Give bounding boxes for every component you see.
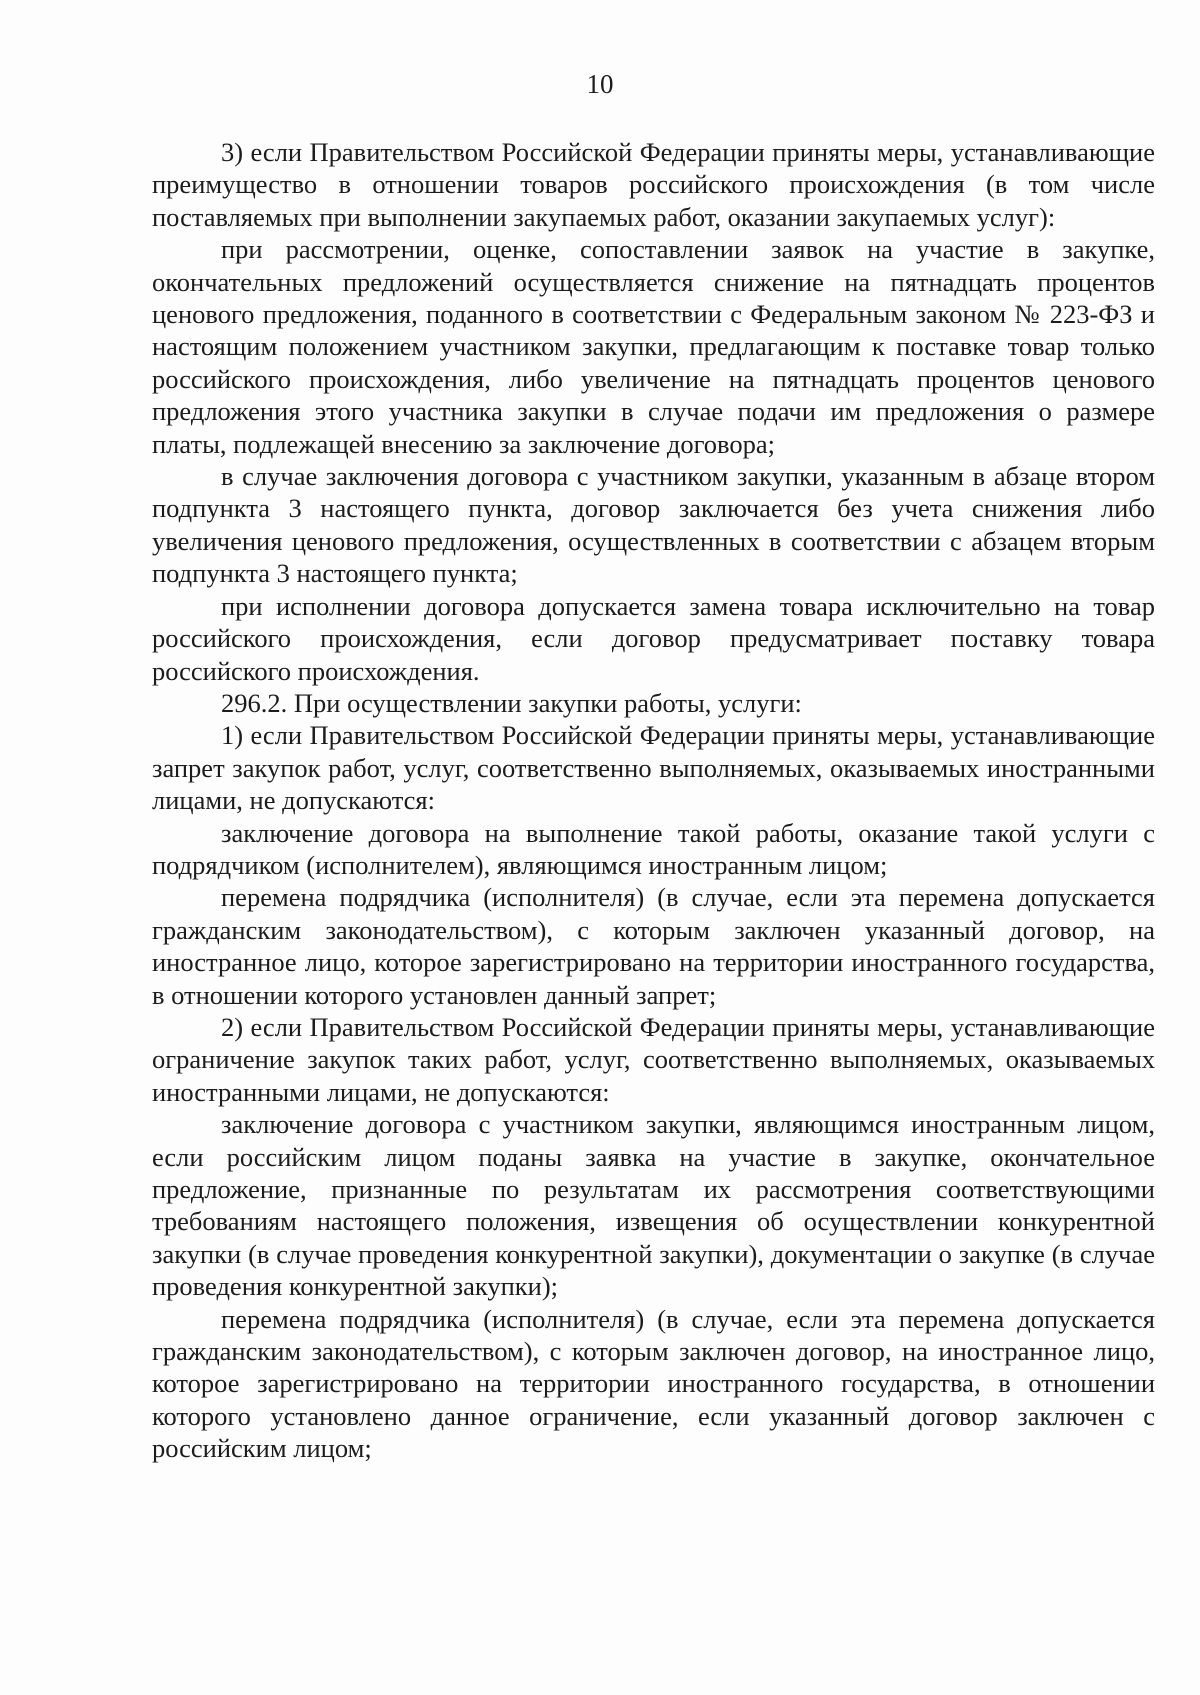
document-body [152,136,1155,1465]
paragraph-contract-conclusion: в случае заключения договора с участником закупки, указанным в абзаце втором подпункта 3 настоящего пункта, договор заключается без учета снижения либо увеличения ценового предложения, осуществленных в соответствии с абзацем вторым подпункта 3 настоящего пункта; [152,461,1155,589]
paragraph-1-ban: 1) если Правительством Российской Федерации приняты меры, устанавливающие запрет закупок работ, услуг, соответственно выполняемых, оказываемых иностранными лицами, не допускаются: [152,720,1155,816]
paragraph-restriction-contractor-change: перемена подрядчика (исполнителя) (в случае, если эта перемена допускается гражданским законодательством), с которым заключен договор, на иностранное лицо, которое зарегистрировано на территории иностранного государства, в отношении которого установлено данное ограничение, если указанный договор заключен с российским лицом; [152,1303,1155,1464]
paragraph-restriction-contract: заключение договора с участником закупки, являющимся иностранным лицом, если российским лицом поданы заявка на участие в закупке, окончательное предложение, признанные по результатам их рассмотрения соответствующими требованиям настоящего положения, извещения об осуществлении конкурентной закупки (в случае проведения конкурентной закупки), документации о закупке (в случае проведения конкурентной закупки); [152,1109,1155,1302]
paragraph-ban-contractor-change: перемена подрядчика (исполнителя) (в случае, если эта перемена допускается гражданским законодательством), с которым заключен указанный договор, на иностранное лицо, которое зарегистрировано на территории иностранного государства, в отношении которого установлен данный запрет; [152,882,1155,1010]
paragraph-296-2-heading: 296.2. При осуществлении закупки работы, услуги: [221,687,802,718]
paragraph-ban-contract: заключение договора на выполнение такой работы, оказание такой услуги с подрядчиком (исполнителем), являющимся иностранным лицом; [152,817,1155,880]
paragraph-price-reduction: при рассмотрении, оценке, сопоставлении заявок на участие в закупке, окончательных предложений осуществляется снижение на пятнадцать процентов ценового предложения, поданного в соответствии с Федеральным законом № 223-ФЗ и настоящим положением участником закупки, предлагающим к поставке товар только российского происхождения, либо увеличение на пятнадцать процентов ценового предложения этого участника закупки в случае подачи им предложения о размере платы, подлежащей внесению за заключение договора; [152,234,1155,459]
paragraph-2-restriction: 2) если Правительством Российской Федерации приняты меры, устанавливающие ограничение закупок таких работ, услуг, соответственно выполняемых, оказываемых иностранными лицами, не допускаются: [152,1011,1155,1107]
paragraph-goods-replacement: при исполнении договора допускается замена товара исключительно на товар российского происхождения, если договор предусматривает поставку товара российского происхождения. [152,590,1155,686]
page-number: 10 [586,69,614,99]
paragraph-3-preference: 3) если Правительством Российской Федерации приняты меры, устанавливающие преимущество в отношении товаров российского происхождения (в том числе поставляемых при выполнении закупаемых работ, оказании закупаемых услуг): [152,137,1155,232]
